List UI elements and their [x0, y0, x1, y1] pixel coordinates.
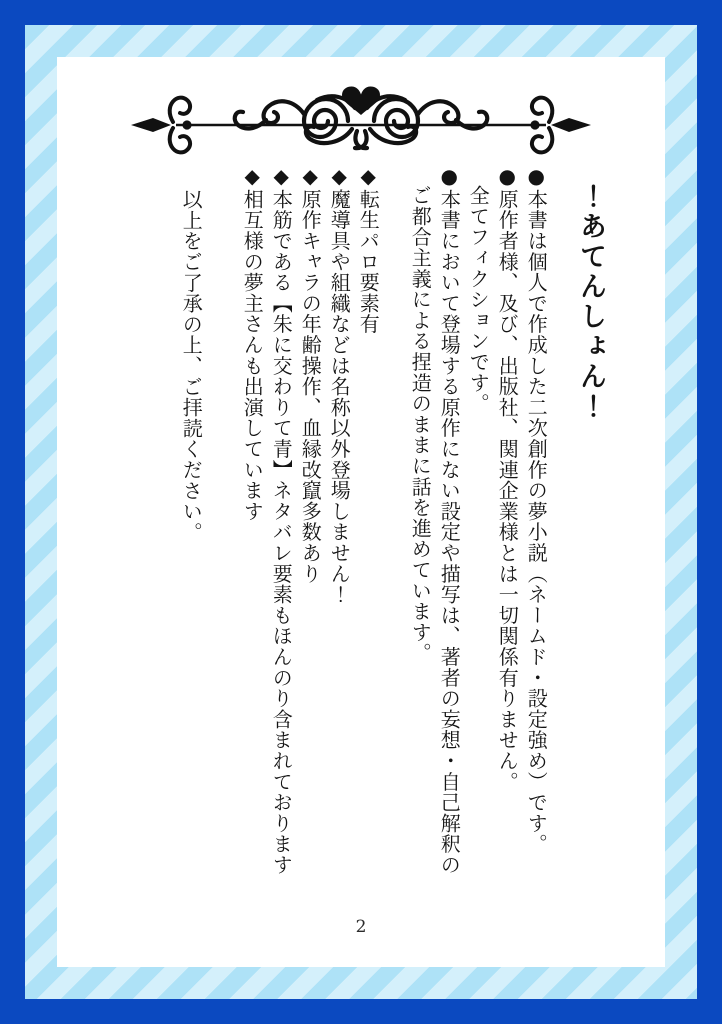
divider-dot-right — [530, 120, 539, 129]
heart-flourish-divider-icon — [128, 85, 594, 161]
tag-main-story-spoilers: ◆本筋である【朱に交わりて青】ネタバレ要素もほんのり含まれております — [269, 164, 294, 876]
tag-age-and-lineage-changes: ◆原作キャラの年齢操作、血縁改竄多数あり — [298, 164, 323, 584]
notice-text-block — [173, 164, 607, 890]
notice-title: ！あてんしょん！ — [575, 182, 606, 422]
disclaimer-1: ●本書は個人で作成した二次創作の夢小説（ネームド・設定強め）です。 — [524, 164, 549, 855]
disclaimer-3-line-1: ●本書において登場する原作にない設定や描写は、著者の妄想・自己解釈の — [437, 164, 462, 876]
tag-mutual-dream-protagonists: ◆相互様の夢主さんも出演しています — [240, 164, 265, 522]
divider-dot-left — [182, 120, 191, 129]
tag-no-named-tools-orgs: ◆魔導具や組織などは名称以外登場しません！ — [327, 164, 352, 605]
disclaimer-2-line-2: 全てフィクションです。 — [466, 185, 491, 414]
page-content — [57, 57, 665, 967]
tag-reincarnation-parody: ◆転生パロ要素有 — [356, 164, 381, 335]
swirl-icon — [355, 96, 487, 148]
closing-note: 以上をご了承の上、ご拝読ください。 — [179, 189, 204, 543]
decorative-striped-border — [25, 25, 697, 999]
disclaimer-2-line-1: ●原作者様、及び、出版社、関連企業様とは一切関係有りません。 — [495, 164, 520, 792]
page-number: 2 — [355, 917, 367, 937]
disclaimer-3-line-2: ご都合主義による捏造のままに話を進めています。 — [408, 185, 433, 664]
